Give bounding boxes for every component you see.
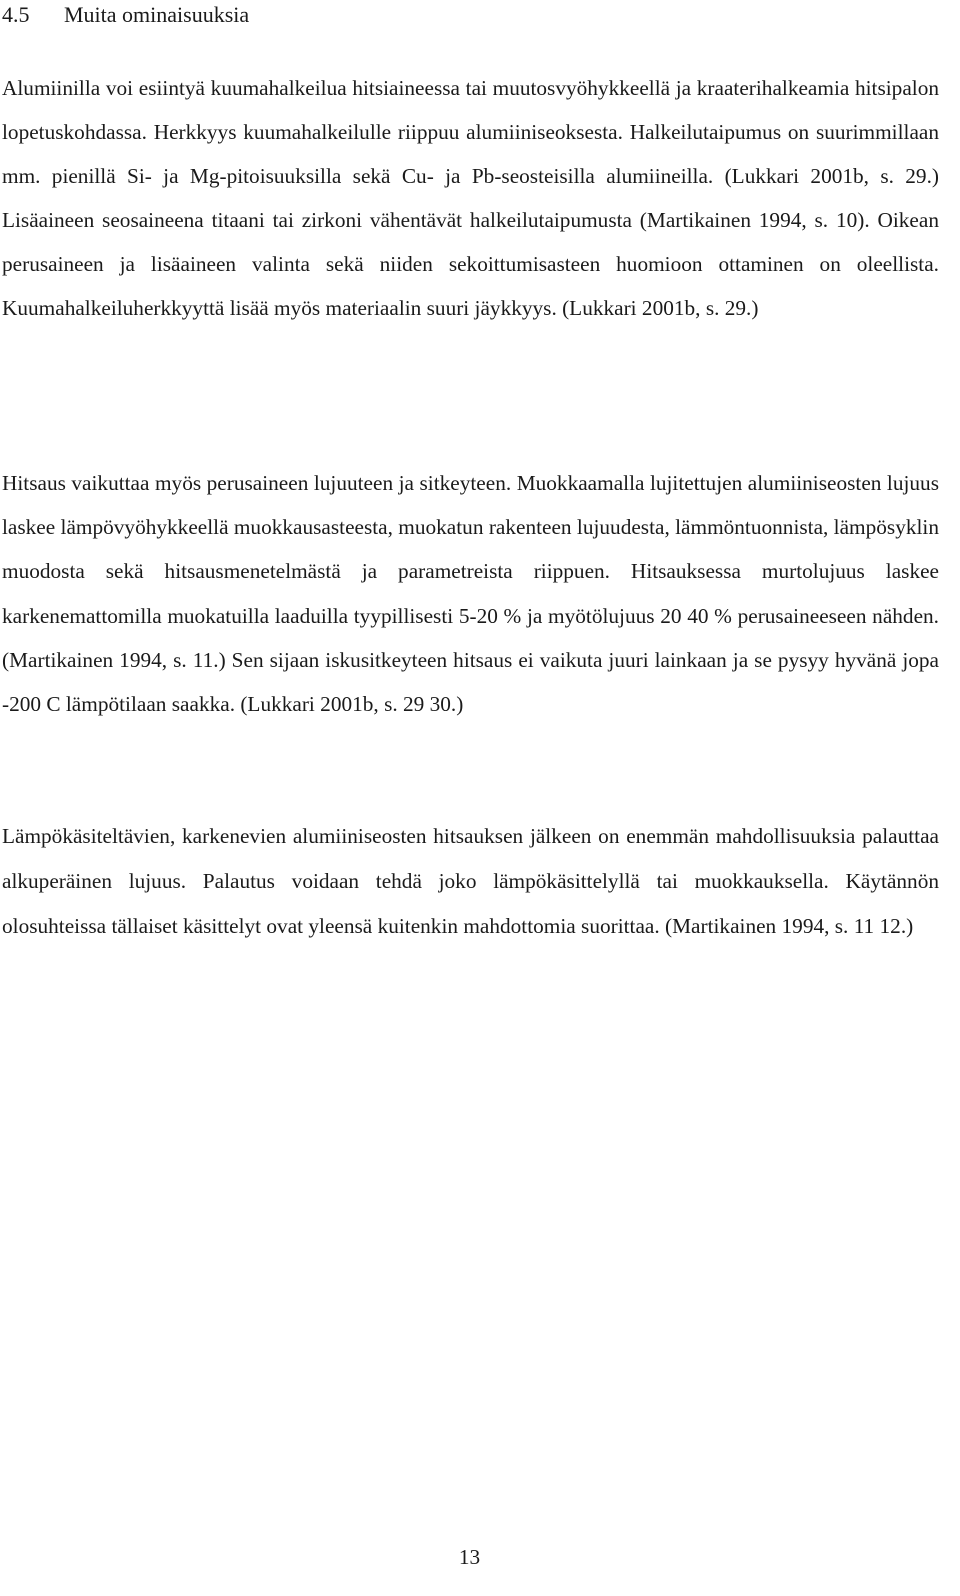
section-title: Muita ominaisuuksia [64, 2, 250, 27]
paragraph-heat-treatment: Lämpökäsiteltävien, karkenevien alumiiniseosten hitsauksen jälkeen on enemmän mahdollisuuksia palauttaa alkuperäinen lujuus. Palautus voidaan tehdä joko lämpökäsittelyllä tai muokkauksella. Käytännön olosuhteissa tällaiset käsittelyt ovat yleensä kuitenkin mahdottomia suorittaa. (Martikainen 1994, s. 11 12.) [2, 824, 939, 938]
paragraph-hot-cracking: Alumiinilla voi esiintyä kuumahalkeilua hitsiaineessa tai muutosvyöhykkeellä ja kraaterihalkeamia hitsipalon lopetuskohdassa. Herkkyys kuumahalkeilulle riippuu alumiiniseoksesta. Halkeilutaipumus on suurimmillaan mm. pienillä Si- ja Mg-pitoisuuksilla sekä Cu- ja Pb-seosteisilla alumiineilla. (Lukkari 2001b, s. 29.) Lisäaineen seosaineena titaani tai zirkoni vähentävät halkeilutaipumusta (Martikainen 1994, s. 10). Oikean perusaineen ja lisäaineen valinta sekä niiden sekoittumisasteen huomioon ottaminen on oleellista. Kuumahalkeiluherkkyyttä lisää myös materiaalin suuri jäykkyys. (Lukkari 2001b, s. 29.) [2, 76, 939, 321]
section-heading [2, 0, 249, 30]
section-number: 4.5 [2, 2, 30, 27]
page-number: 13 [458, 1545, 481, 1569]
paragraph-strength-toughness: Hitsaus vaikuttaa myös perusaineen lujuuteen ja sitkeyteen. Muokkaamalla lujitettujen alumiiniseosten lujuus laskee lämpövyöhykkeellä muokkausasteesta, muokatun rakenteen lujuudesta, lämmöntuonnista, lämpösyklin muodosta sekä hitsausmenetelmästä ja parametreista riippuen. Hitsauksessa murtolujuus laskee karkenemattomilla muokatuilla laaduilla tyypillisesti 5-20 % ja myötölujuus 20 40 % perusaineeseen nähden. (Martikainen 1994, s. 11.) Sen sijaan iskusitkeyteen hitsaus ei vaikuta juuri lainkaan ja se pysyy hyvänä jopa -200 C lämpötilaan saakka. (Lukkari 2001b, s. 29 30.) [2, 471, 939, 717]
